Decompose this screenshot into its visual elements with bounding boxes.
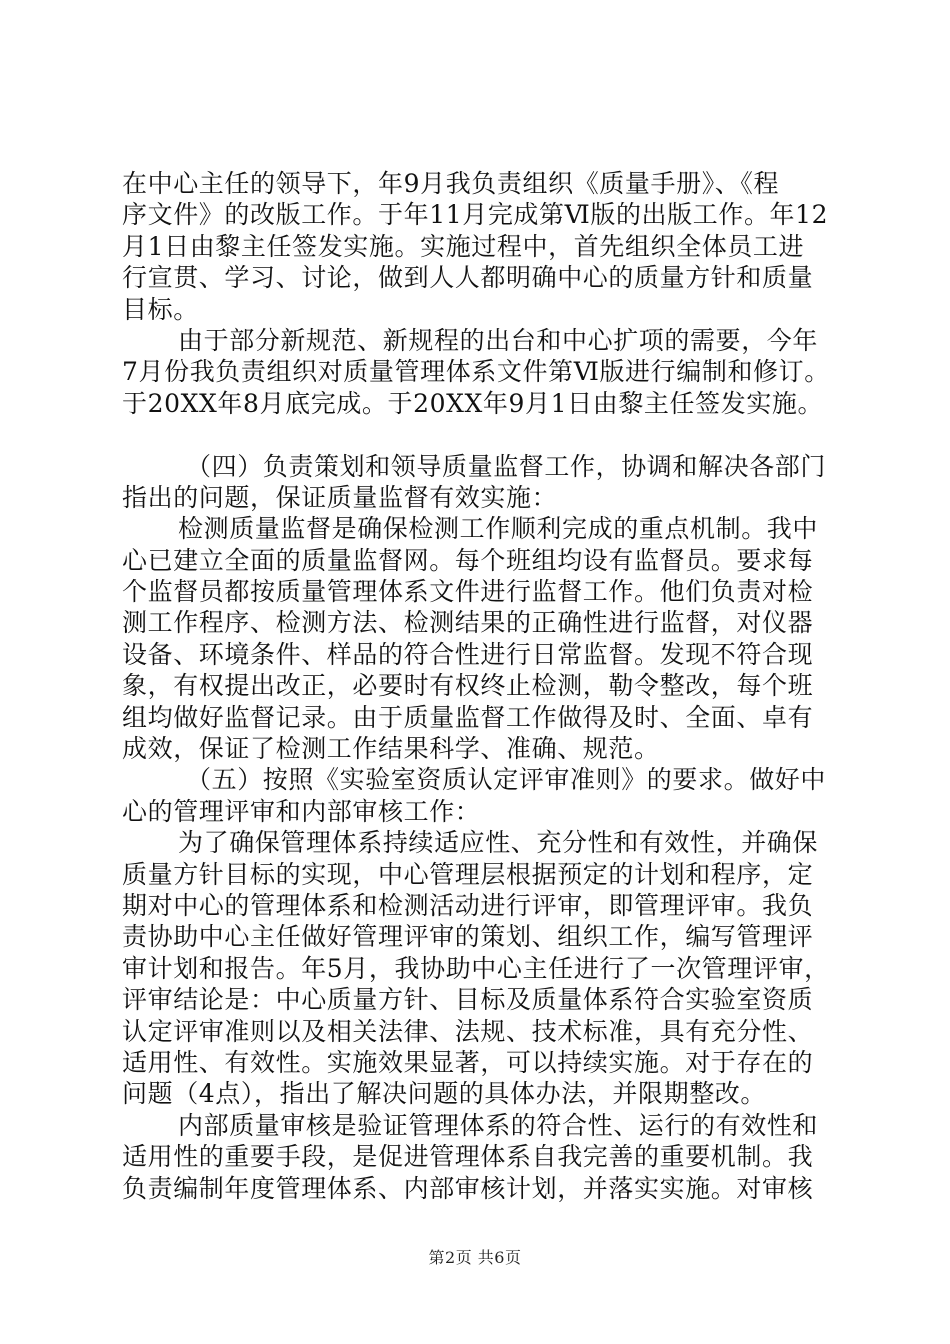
text-line: 审计划和报告。年5月，我协助中心主任进行了一次管理评审，	[122, 953, 830, 983]
text-line: 期对中心的管理体系和检测活动进行评审，即管理评审。我负	[122, 890, 814, 920]
text-line: 象，有权提出改正，必要时有权终止检测，勒令整改，每个班	[122, 671, 814, 701]
text-line: 行宣贯、学习、讨论，做到人人都明确中心的质量方针和质量	[122, 263, 814, 293]
text-line: 序文件》的改版工作。于年11月完成第Ⅵ版的出版工作。年12	[122, 200, 829, 230]
text-line: 由于部分新规范、新规程的出台和中心扩项的需要，今年	[178, 325, 819, 355]
text-line: 检测质量监督是确保检测工作顺利完成的重点机制。我中	[178, 514, 819, 544]
text-line: 于20XX年8月底完成。于20XX年9月1日由黎主任签发实施。	[122, 388, 824, 418]
text-line: 负责编制年度管理体系、内部审核计划，并落实实施。对审核	[122, 1173, 814, 1203]
document-body	[122, 168, 834, 1204]
text-line: 组均做好监督记录。由于质量监督工作做得及时、全面、卓有	[122, 702, 814, 732]
text-line: 设备、环境条件、样品的符合性进行日常监督。发现不符合现	[122, 639, 814, 669]
text-line: 个监督员都按质量管理体系文件进行监督工作。他们负责对检	[122, 577, 814, 607]
page-number-footer: 第2页 共6页	[428, 1248, 522, 1267]
paragraph-gap	[122, 419, 834, 450]
section-heading: （四）负责策划和领导质量监督工作，协调和解决各部门	[186, 451, 827, 481]
text-line: 心已建立全面的质量监督网。每个班组均设有监督员。要求每	[122, 545, 814, 575]
text-line: 为了确保管理体系持续适应性、充分性和有效性，并确保	[178, 828, 819, 858]
text-line: 评审结论是：中心质量方针、目标及质量体系符合实验室资质	[122, 985, 814, 1015]
section-heading: （五）按照《实验室资质认定评审准则》的要求。做好中	[186, 765, 827, 795]
text-line: 在中心主任的领导下，年9月我负责组织《质量手册》、《程	[122, 169, 780, 198]
text-line: 7月份我负责组织对质量管理体系文件第Ⅵ版进行编制和修订。	[122, 357, 830, 387]
text-line: 成效，保证了检测工作结果科学、准确、规范。	[122, 734, 660, 764]
text-line: 适用性的重要手段，是促进管理体系自我完善的重要机制。我	[122, 1142, 814, 1172]
text-line: 指出的问题，保证质量监督有效实施：	[122, 482, 558, 512]
text-line: 认定评审准则以及相关法律、法规、技术标准，具有充分性、	[122, 1016, 814, 1046]
text-line: 目标。	[122, 294, 199, 324]
text-line: 月1日由黎主任签发实施。实施过程中，首先组织全体员工进	[122, 231, 805, 261]
text-line: 心的管理评审和内部审核工作：	[122, 796, 481, 826]
text-line: 质量方针目标的实现，中心管理层根据预定的计划和程序，定	[122, 859, 814, 889]
text-line: 测工作程序、检测方法、检测结果的正确性进行监督，对仪器	[122, 608, 814, 638]
text-line: 责协助中心主任做好管理评审的策划、组织工作，编写管理评	[122, 922, 814, 952]
text-line: 适用性、有效性。实施效果显著，可以持续实施。对于存在的	[122, 1047, 814, 1077]
text-line: 问题（4点），指出了解决问题的具体办法，并限期整改。	[122, 1079, 767, 1109]
text-line: 内部质量审核是验证管理体系的符合性、运行的有效性和	[178, 1110, 819, 1140]
